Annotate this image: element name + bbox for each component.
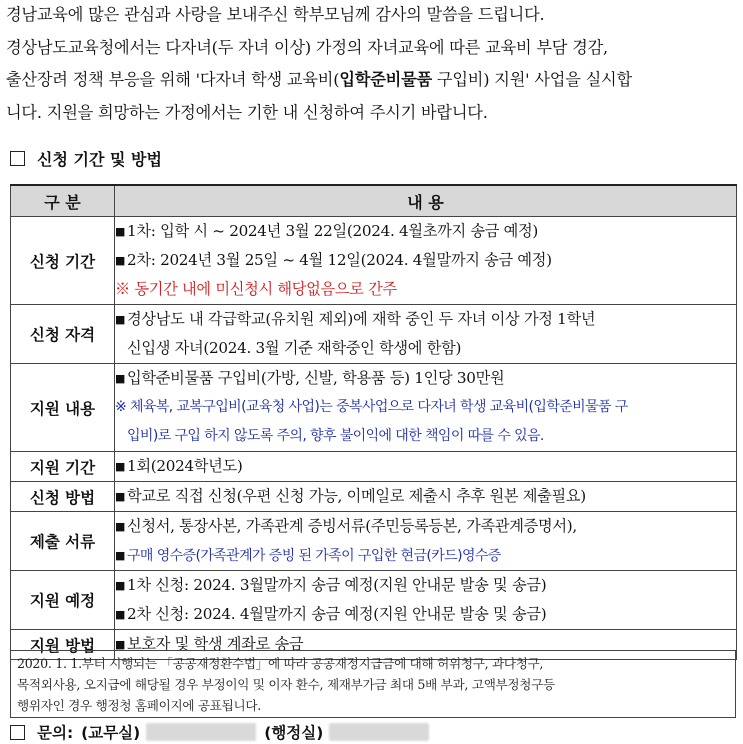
row-content (115, 305, 737, 364)
row-content (115, 217, 737, 305)
content-line (115, 541, 736, 570)
bullet-icon: ■ (115, 520, 126, 533)
bullet-icon: ■ (115, 460, 126, 473)
content-line (115, 452, 736, 481)
content-text: 1차: 입학 시 ~ 2024년 3월 22일(2024. 4월초까지 송금 예정) (127, 222, 539, 240)
intro-line: 경남교육에 많은 관심과 사랑을 보내주신 학부모님께 감사의 말씀을 드립니다. (6, 5, 545, 24)
row-label: 지원 예정 (11, 571, 115, 630)
bullet-icon: ■ (115, 579, 126, 592)
checkbox-icon (10, 725, 25, 740)
content-note: ※ 체육복, 교복구입비(교육청 사업)는 중복사업으로 다자녀 학생 교육비(입학준비물품 구 (115, 399, 628, 415)
content-line (115, 364, 736, 393)
content-text: 학교로 직접 신청(우편 신청 가능, 이메일로 제출시 추후 원본 제출필요) (127, 487, 586, 505)
content-text: 경상남도 내 각급학교(유치원 제외)에 재학 중인 두 자녀 이상 가정 1학년 (127, 310, 596, 328)
content-text: 2차 신청: 2024. 4월말까지 송금 예정(지원 안내문 발송 및 송금) (127, 605, 547, 623)
notice-line: 목적외사용, 오지급에 해당될 경우 부정이익 및 이자 환수, 제재부가금 최대 5배 부과, 고액부정청구등 (17, 677, 555, 692)
content-note: 구매 영수증(가족관계가 증빙 된 가족이 구입한 현금(카드)영수증 (127, 548, 501, 564)
content-text: 1차 신청: 2024. 3월말까지 송금 예정(지원 안내문 발송 및 송금) (127, 576, 547, 594)
content-line (115, 571, 736, 600)
row-label: 지원 기간 (11, 452, 115, 482)
content-text: 2차: 2024년 3월 25일 ~ 4월 12일(2024. 4월말까지 송금 예정) (127, 251, 552, 269)
intro-line: 니다. 지원을 희망하는 가정에서는 기한 내 신청하여 주시기 바랍니다. (6, 103, 488, 122)
header-category: 구 분 (11, 185, 115, 217)
content-line (115, 305, 736, 334)
content-line (115, 217, 736, 246)
bullet-icon: ■ (115, 608, 126, 621)
row-content (115, 571, 737, 630)
content-line (115, 600, 736, 629)
row-label: 지원 방법 (11, 630, 115, 660)
table-row (11, 452, 737, 482)
table-row (11, 512, 737, 571)
table-header-row (11, 185, 737, 217)
notice-line: 2020. 1. 1.부터 시행되는 「공공재정환수법」에 따라 공공재정지급금에 대해 허위청구, 과다청구, (17, 656, 544, 671)
content-text: 1회(2024학년도) (127, 457, 243, 475)
row-label: 신청 자격 (11, 305, 115, 364)
content-continuation: 신입생 자녀(2024. 3월 기준 재학중인 학생에 한함) (127, 339, 462, 357)
content-line (115, 512, 736, 541)
content-note: ※ 동기간 내에 미신청시 해당없음으로 간주 (115, 280, 397, 298)
contact-line (10, 720, 429, 744)
bullet-icon: ■ (115, 638, 126, 651)
content-text: 보호자 및 학생 계좌로 송금 (127, 635, 304, 653)
content-text: 입학준비물품 구입비(가방, 신발, 학용품 등) 1인당 30만원 (127, 369, 505, 387)
row-label: 제출 서류 (11, 512, 115, 571)
row-content (115, 512, 737, 571)
bullet-icon: ■ (115, 254, 126, 267)
bullet-icon: ■ (115, 549, 125, 562)
section-heading (10, 143, 162, 173)
bullet-icon: ■ (115, 225, 126, 238)
section-title: 신청 기간 및 방법 (37, 149, 162, 169)
content-line (115, 246, 736, 275)
application-table (10, 184, 737, 660)
content-line (115, 482, 736, 511)
notice-line: 행위자인 경우 행정청 홈페이지에 공표됩니다. (17, 698, 261, 713)
bullet-icon: ■ (115, 490, 126, 503)
contact-office-1: (교무실) (81, 724, 141, 742)
intro-line: 경상남도교육청에서는 다자녀(두 자녀 이상) 가정의 자녀교육에 따른 교육비 부담 경감, (6, 38, 608, 57)
intro-text: 구입비) 지원' 사업을 실시합 (431, 70, 632, 89)
intro-line (6, 65, 632, 95)
table-row (11, 364, 737, 452)
bullet-icon: ■ (115, 372, 126, 385)
redacted-phone (146, 723, 256, 741)
table-row (11, 571, 737, 630)
row-label: 신청 방법 (11, 482, 115, 512)
row-label: 신청 기간 (11, 217, 115, 305)
legal-notice-box (10, 650, 736, 718)
contact-label: 문의: (37, 724, 74, 742)
row-content (115, 452, 737, 482)
checkbox-icon (10, 151, 25, 166)
row-content (115, 482, 737, 512)
row-label: 지원 내용 (11, 364, 115, 452)
bullet-icon: ■ (115, 313, 126, 326)
content-text: 신청서, 통장사본, 가족관계 증빙서류(주민등록등본, 가족관계증명서), (127, 517, 577, 535)
table-row (11, 217, 737, 305)
redacted-phone (329, 723, 429, 741)
contact-office-2: (행정실) (264, 724, 324, 742)
intro-bold-text: 입학준비물품 (339, 70, 432, 89)
table-row (11, 305, 737, 364)
header-content: 내 용 (115, 185, 737, 217)
content-note: 입비)로 구입 하지 않도록 주의, 향후 불이익에 대한 책임이 따를 수 있음. (127, 428, 544, 444)
table-row (11, 482, 737, 512)
intro-text: 출산장려 정책 부응을 위해 '다자녀 학생 교육비( (6, 70, 340, 89)
row-content (115, 364, 737, 452)
